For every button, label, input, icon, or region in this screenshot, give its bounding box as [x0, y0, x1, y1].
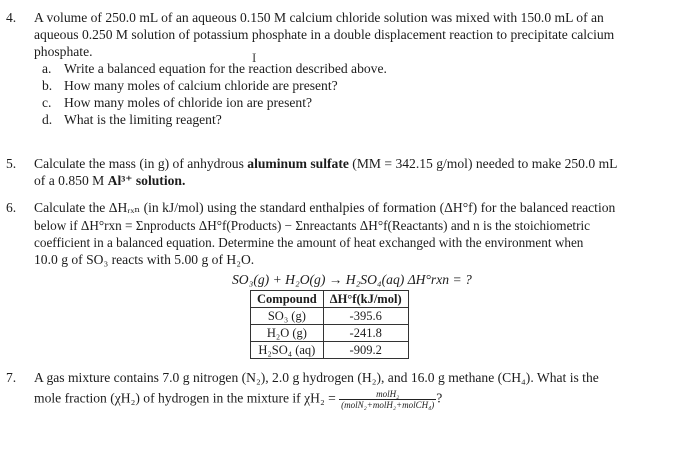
table-cell: -395.6 [323, 308, 408, 325]
question-4 [0, 10, 700, 140]
question-7-line-1: A gas mixture contains 7.0 g nitrogen (N₂), 2.0 g hydrogen (H₂), and 16.0 g methane (CH₄). What is the [34, 370, 599, 385]
question-6-line-1: Calculate the ΔHᵣₓₙ (in kJ/mol) using the standard enthalpies of formation (ΔH°f) for the balanced reaction [34, 200, 616, 215]
part-text: Write a balanced equation for the reaction described above. [64, 61, 387, 76]
question-4-part-d [42, 112, 222, 128]
table-cell: SO₃ (g) [251, 308, 324, 325]
question-7-line-2: mole fraction (χH₂) of hydrogen in the mixture if χH₂ = $\frac{\text{molH₂}}{\text{(molN₂+molH₂+molCH₄)}}$ ? [34, 389, 443, 410]
table-row [251, 308, 409, 325]
question-7 [0, 370, 700, 430]
question-5 [0, 156, 700, 196]
column-header: ΔH°f(kJ/mol) [323, 291, 408, 308]
column-header: Compound [251, 291, 324, 308]
table-cell: H₂SO₄ (aq) [251, 342, 324, 359]
reaction-equation: SO₃(g) + H₂O(g) → H₂SO₄(aq) ΔH°rxn = ? [232, 272, 472, 287]
question-4-number: 4. [6, 10, 17, 25]
table-header-row [251, 291, 409, 308]
table-cell: -241.8 [323, 325, 408, 342]
part-text: How many moles of calcium chloride are present? [64, 78, 338, 93]
question-6-line-2: below if ΔH°rxn = Σnproducts ΔH°f(Products) − Σnreactants ΔH°f(Reactants) and n is the stoichiometric [34, 218, 590, 233]
part-text: What is the limiting reagent? [64, 112, 222, 127]
table-row [251, 342, 409, 359]
part-label: c. [42, 95, 52, 110]
question-5-number: 5. [6, 156, 17, 171]
text-cursor-icon: I [252, 50, 257, 65]
question-6-line-4: 10.0 g of SO₃ reacts with 5.00 g of H₂O. [34, 252, 255, 267]
table-row [251, 325, 409, 342]
question-4-line-1: A volume of 250.0 mL of an aqueous 0.150 M calcium chloride solution was mixed with 150.0 mL of an [34, 10, 604, 25]
mole-fraction: $\frac{\text{molH₂}}{\text{(molN₂+molH₂+molCH₄)}}$ [341, 389, 435, 410]
question-7-number: 7. [6, 370, 17, 385]
question-6-number: 6. [6, 200, 17, 215]
part-label: d. [42, 112, 53, 127]
table-cell: H₂O (g) [251, 325, 324, 342]
question-6-line-3: coefficient in a balanced equation. Determine the amount of heat exchanged with the environment when [34, 235, 584, 250]
table-cell: -909.2 [323, 342, 408, 359]
part-text: How many moles of chloride ion are present? [64, 95, 313, 110]
question-4-line-2: aqueous 0.250 M solution of potassium phosphate in a double displacement reaction to precipitate calcium [34, 27, 615, 42]
question-4-part-c [42, 95, 312, 111]
question-5-line-2: of a 0.850 M Al³⁺ solution. [34, 173, 186, 188]
question-4-part-a [42, 61, 387, 77]
part-label: a. [42, 61, 52, 76]
enthalpy-table [250, 290, 409, 359]
question-4-line-3: phosphate. [34, 44, 93, 59]
question-4-part-b [42, 78, 338, 94]
part-label: b. [42, 78, 53, 93]
question-5-line-1: Calculate the mass (in g) of anhydrous aluminum sulfate (MM = 342.15 g/mol) needed to make 250.0 mL [34, 156, 618, 171]
